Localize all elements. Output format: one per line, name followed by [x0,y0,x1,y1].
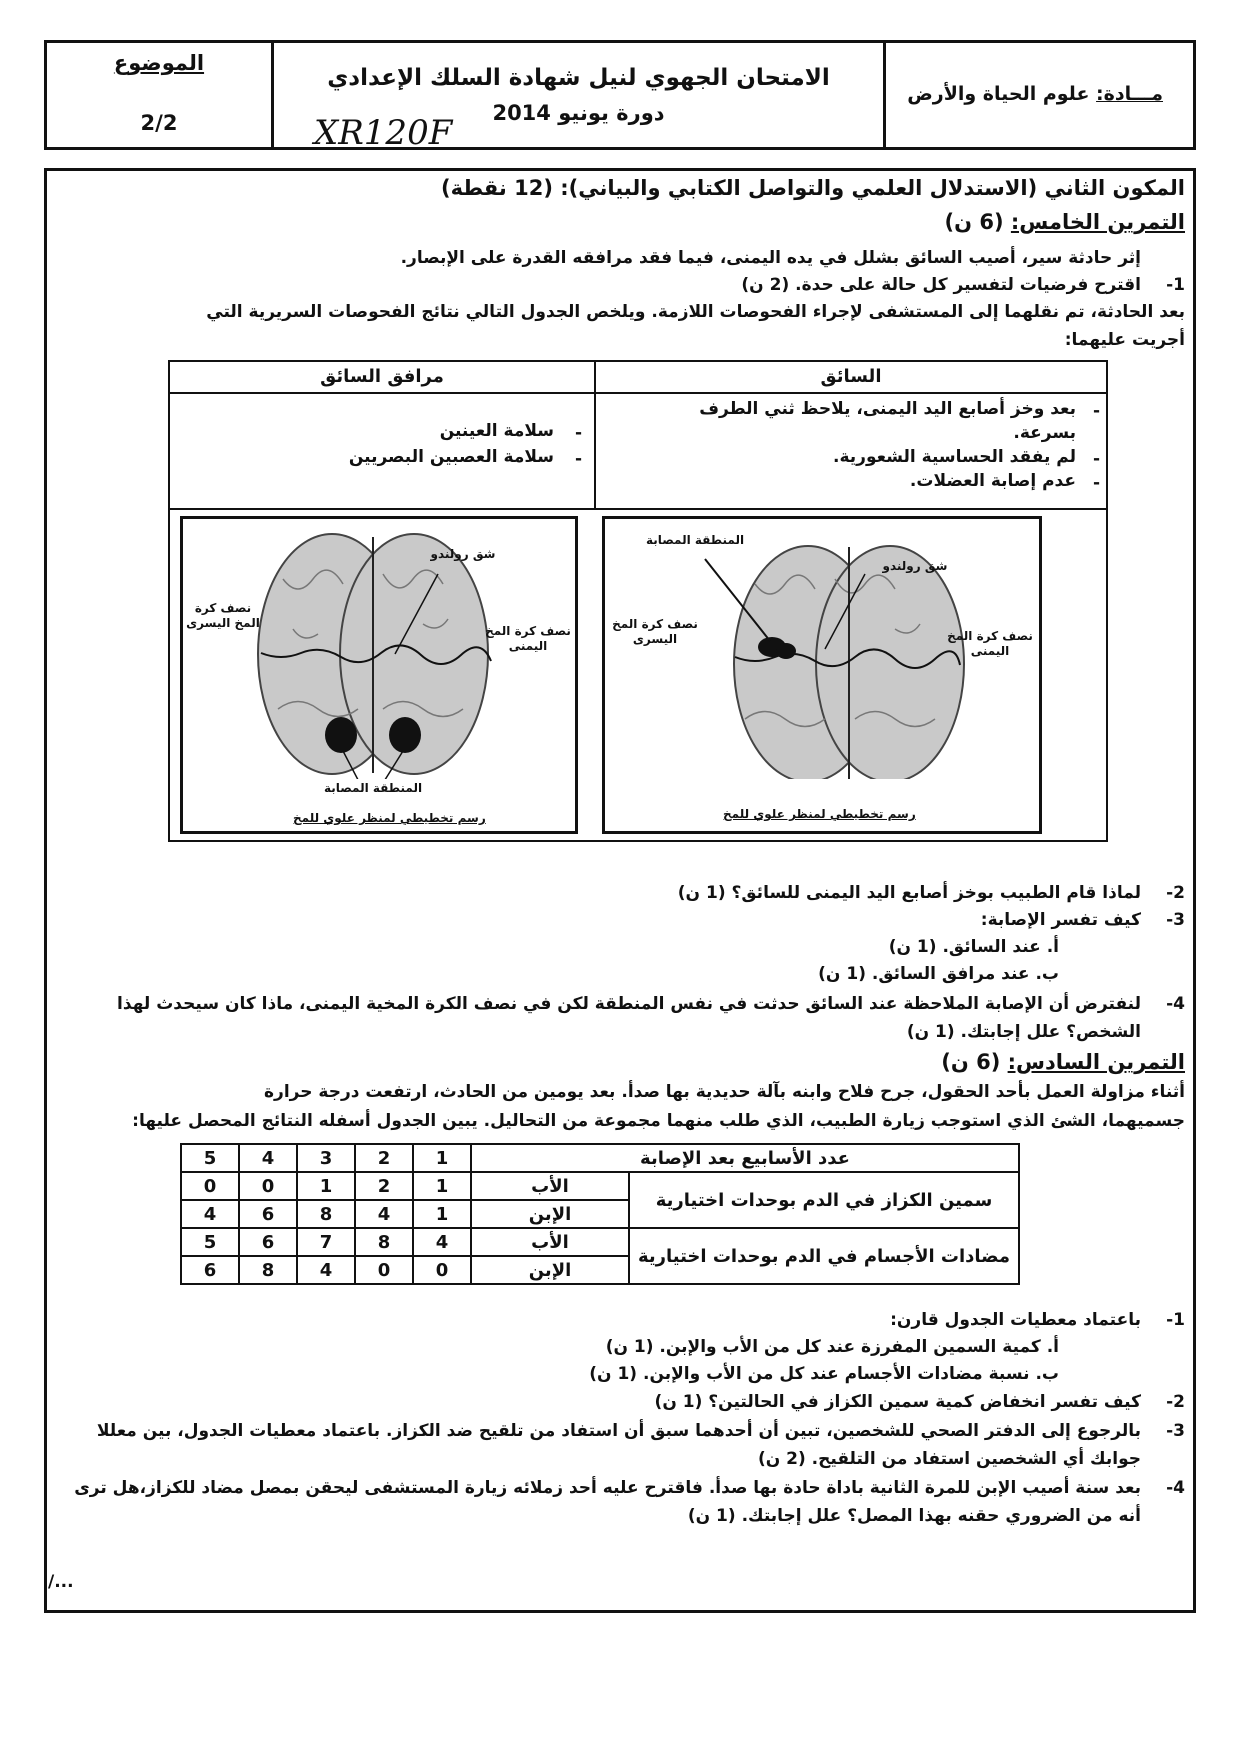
exam-header [44,40,1196,153]
ex6-q3-line1: بالرجوع إلى الدفتر الصحي للشخصين، تبين أن أحدهما سبق أن استفاد من تلقيح ضد الكزاز. باعتماد معطيات الجدول، بين معللا [96,1421,1141,1441]
week-cell: 2 [355,1144,413,1172]
section-title: المكون الثاني (الاستدلال العلمي والتواصل الكتابي والبياني): (12 نقطة) [440,176,1185,200]
driver-dash-1: - [1092,401,1100,421]
figure-companion-brain [180,516,578,834]
companion-item-1: سلامة العينين [439,421,554,441]
week-cell: 3 [297,1144,355,1172]
value-cell: 1 [413,1200,471,1228]
driver-item-3: عدم إصابة العضلات. [909,471,1076,491]
value-cell: 7 [297,1228,355,1256]
handwritten-code: XR120F [314,113,453,153]
lesion-companion-left [325,717,357,753]
driver-item-1b: بسرعة. [1013,423,1076,443]
ex5-q4-num: -4 [1166,994,1185,1014]
ex6-q2: كيف تفسر انخفاض كمية سمين الكزاز في الحالتين؟ (1 ن) [654,1392,1141,1412]
value-cell: 4 [181,1200,239,1228]
label-left-hemisphere-driver: نصف كرة المخ اليسرى [612,617,698,646]
week-cell: 1 [413,1144,471,1172]
value-cell: 0 [355,1256,413,1284]
value-cell: 2 [355,1172,413,1200]
caption-driver: رسم تخطيطي لمنظر علوي للمخ [723,807,916,821]
value-cell: 6 [239,1228,297,1256]
page-number: 2/2 [140,111,178,135]
ex5-title: التمرين الخامس: [1010,210,1185,234]
label-rolando-driver: شق رولندو [882,559,948,573]
ex5-q1-num: -1 [1166,275,1185,295]
ex6-q1-num: -1 [1166,1310,1185,1330]
exam-title: الامتحان الجهوي لنيل شهادة السلك الإعدادي [327,65,830,91]
mawdou-label: الموضوع [113,51,205,75]
ex5-heading [945,210,1185,235]
ex6-points: (6 ن) [941,1050,1001,1074]
value-cell: 0 [181,1172,239,1200]
companion-dash-2: - [574,449,582,469]
subject-cell [883,43,1193,147]
subject-label: مـــادة: [1096,83,1163,105]
driver-item-2: لم يفقد الحساسية الشعورية. [833,447,1076,467]
table-row [181,1144,1019,1172]
ex6-q4-line1: بعد سنة أصيب الإبن للمرة الثانية باداة حادة بها صدأ. فاقترح عليه أحد زملائه زيارة المستشفى ليحقن بمصل مضاد للكزاز،هل ترى [74,1478,1141,1498]
value-cell: 1 [413,1172,471,1200]
week-cell: 5 [181,1144,239,1172]
ex6-q3-line2: جوابك أي الشخصين استفاد من التلقيح. (2 ن) [757,1449,1141,1469]
value-cell: 6 [181,1256,239,1284]
value-cell: 4 [413,1228,471,1256]
ex5-q3b: ب. عند مرافق السائق. (1 ن) [818,964,1059,984]
ex6-intro-line2: جسميهما، الشئ الذي استوجب زيارة الطبيب، الذي طلب منهما مجموعة من التحاليل. يبين الجدول أسفله النتائج المحصل عليها: [132,1111,1185,1131]
ex6-q1a: أ. كمية السمين المفرزة عند كل من الأب والإبن. (1 ن) [605,1337,1059,1357]
ex5-q1: اقترح فرضيات لتفسير كل حالة على حدة. (2 ن) [741,275,1141,295]
title-cell [271,43,883,153]
ex5-context-line2: أجريت عليهما: [1064,330,1185,350]
subject-value: علوم الحياة والأرض [907,83,1090,105]
value-cell: 8 [355,1228,413,1256]
driver-dash-2: - [1092,449,1100,469]
ex6-heading [941,1050,1185,1075]
ex5-q2-num: -2 [1166,883,1185,903]
ex5-intro: إثر حادثة سير، أصيب السائق بشلل في يده اليمنى، فيما فقد مرافقه القدرة على الإبصار. [400,248,1141,268]
ex5-context-line1: بعد الحادثة، تم نقلهما إلى المستشفى لإجراء الفحوصات اللازمة. ويلخص الجدول التالي نتائج الفحوصات السريرية التي [206,302,1185,322]
ex5-q3a: أ. عند السائق. (1 ن) [888,937,1059,957]
lesion-driver-2 [776,643,796,659]
ex6-title: التمرين السادس: [1007,1050,1185,1074]
driver-column [594,362,1106,508]
companion-header: مرافق السائق [170,362,594,394]
person-cell: الإبن [471,1200,629,1228]
person-cell: الأب [471,1172,629,1200]
ex6-q1b: ب. نسبة مضادات الأجسام عند كل من الأب والإبن. (1 ن) [589,1364,1059,1384]
week-cell: 4 [239,1144,297,1172]
value-cell: 5 [181,1228,239,1256]
value-cell: 6 [239,1200,297,1228]
exam-session: دورة يونيو 2014 [492,101,665,125]
ex6-q4-line2: أنه من الضروري حقنه بهذا المصل؟ علل إجابتك. (1 ن) [687,1506,1141,1526]
subject [907,83,1163,105]
brain-diagram-companion [183,529,575,779]
ex5-q4-line1: لنفترض أن الإصابة الملاحظة عند السائق حدثت في نفس المنطقة لكن في نصف الكرة المخية اليمنى، ماذا كان سيحدث لهذا [117,994,1141,1014]
ex5-points: (6 ن) [944,210,1004,234]
person-cell: الإبن [471,1256,629,1284]
figure-driver-brain [602,516,1042,834]
caption-companion: رسم تخطيطي لمنظر علوي للمخ [293,811,486,825]
ex6-q2-num: -2 [1166,1392,1185,1412]
label-right-hemisphere-driver: نصف كرة المخ اليمنى [947,629,1033,658]
companion-item-2: سلامة العصبين البصريين [348,447,554,467]
driver-item-1: بعد وخز أصابع اليد اليمنى، يلاحظ ثني الطرف [699,399,1076,419]
value-cell: 1 [297,1172,355,1200]
ex6-q3-num: -3 [1166,1421,1185,1441]
group-cell-toxin: سمين الكزاز في الدم بوحدات اختيارية [629,1172,1019,1228]
label-right-hemisphere-companion: نصف كرة المخ اليمنى [485,624,571,653]
driver-header: السائق [596,362,1106,394]
ex6-intro-line1: أثناء مزاولة العمل بأحد الحقول، جرح فلاح وابنه بآلة حديدية بها صدأ. بعد يومين من الحادث، ارتفعت درجة حرارة [264,1082,1185,1102]
page-cell [47,43,271,147]
ex5-q4-line2: الشخص؟ علل إجابتك. (1 ن) [906,1022,1141,1042]
value-cell: 4 [297,1256,355,1284]
value-cell: 0 [239,1172,297,1200]
value-cell: 8 [297,1200,355,1228]
table-row [181,1172,1019,1200]
continuation-mark: /... [48,1572,74,1592]
ex5-q2: لماذا قام الطبيب بوخز أصابع اليد اليمنى للسائق؟ (1 ن) [677,883,1141,903]
companion-column [170,362,594,508]
label-left-hemisphere-companion: نصف كرة المخ اليسرى [186,601,260,630]
label-rolando-companion: شق رولندو [430,547,496,561]
group-cell-antibodies: مضادات الأجسام في الدم بوحدات اختيارية [629,1228,1019,1284]
ex6-q1: باعتماد معطيات الجدول قارن: [890,1310,1141,1330]
value-cell: 8 [239,1256,297,1284]
tetanus-table [180,1143,1020,1285]
ex5-q3: كيف تفسر الإصابة: [980,910,1141,930]
driver-dash-3: - [1092,473,1100,493]
value-cell: 4 [355,1200,413,1228]
label-affected-area-driver: المنطقة المصابة [645,533,745,547]
lesion-companion-right [389,717,421,753]
person-cell: الأب [471,1228,629,1256]
companion-dash-1: - [574,423,582,443]
weeks-header: عدد الأسابيع بعد الإصابة [471,1144,1019,1172]
value-cell: 0 [413,1256,471,1284]
label-affected-area-companion: المنطقة المصابة [323,781,423,795]
clinical-table [168,360,1108,510]
ex6-q4-num: -4 [1166,1478,1185,1498]
table-row [181,1228,1019,1256]
ex5-q3-num: -3 [1166,910,1185,930]
